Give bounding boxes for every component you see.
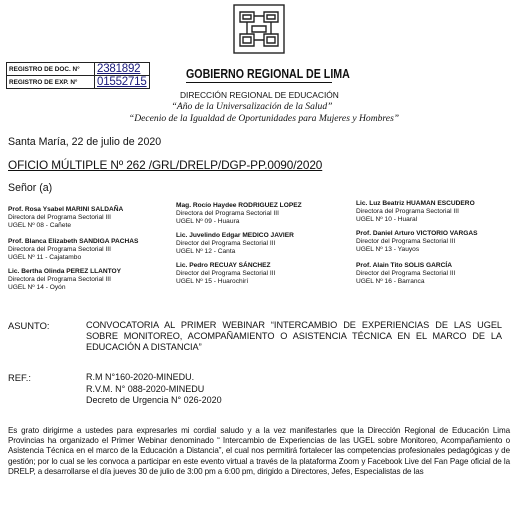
recipient-ugel: UGEL Nº 13 - Yauyos xyxy=(356,246,420,254)
decade-motto: “Decenio de la Igualdad de Oportunidades para Mujeres y Hombres” xyxy=(128,113,400,124)
recipient-ugel: UGEL Nº 08 - Cañete xyxy=(8,222,72,230)
recipient-ugel: UGEL Nº 09 - Huaura xyxy=(176,218,240,226)
recipient-name: Lic. Juvelindo Edgar MEDICO JAVIER xyxy=(176,232,294,239)
recipient-ugel: UGEL Nº 16 - Barranca xyxy=(356,278,425,286)
recipient-role: Directora del Programa Sectorial III xyxy=(8,214,111,222)
registro-exp-label: REGISTRO DE EXP. N° xyxy=(7,76,95,89)
recipient xyxy=(176,262,275,287)
recipient-ugel: UGEL Nº 11 - Cajatambo xyxy=(8,254,82,262)
registro-exp-value: 01552715 xyxy=(97,75,147,88)
registro-doc-row xyxy=(7,63,150,76)
recipient xyxy=(176,202,302,227)
direccion-title: DIRECCIÓN REGIONAL DE EDUCACIÓN xyxy=(180,90,339,100)
year-motto: “Año de la Universalización de la Salud” xyxy=(171,101,333,112)
recipient-role: Director del Programa Sectorial III xyxy=(176,270,276,278)
recipient-name: Prof. Alain Tito SOLIS GARCÍA xyxy=(356,262,452,269)
recipient-name: Prof. Daniel Arturo VICTORIO VARGAS xyxy=(356,230,478,237)
recipient-ugel: UGEL Nº 15 - Huarochirí xyxy=(176,278,249,286)
recipient-name: Prof. Rosa Ysabel MARINI SALDAÑA xyxy=(8,206,124,213)
registro-doc-label: REGISTRO DE DOC. N° xyxy=(7,63,95,76)
registro-exp-row xyxy=(7,76,150,89)
ref-item: Decreto de Urgencia N° 026-2020 xyxy=(86,395,222,405)
ref-label: REF.: xyxy=(8,372,31,383)
recipient xyxy=(356,200,475,225)
salutation: Señor (a) xyxy=(8,182,53,194)
registro-table xyxy=(6,62,150,89)
recipient-role: Director del Programa Sectorial III xyxy=(356,238,456,246)
recipient-name: Lic. Pedro RECUAY SÁNCHEZ xyxy=(176,262,271,269)
gobierno-title: GOBIERNO REGIONAL DE LIMA xyxy=(186,66,350,81)
recipient-name: Lic. Luz Beatriz HUAMAN ESCUDERO xyxy=(356,200,475,207)
recipient xyxy=(356,262,455,287)
document-date: Santa María, 22 de julio de 2020 xyxy=(8,136,162,148)
recipient-role: Directora del Programa Sectorial III xyxy=(356,208,459,216)
asunto-label: ASUNTO: xyxy=(8,320,50,331)
recipient xyxy=(8,238,138,263)
letter-body: Es grato dirigirme a ustedes para expresarles mi cordial saludo y a la vez manifestarles que la Dirección Regional de Educación Lima Provincias ha organizado el Primer Webinar denominado “ Intercambio de Experiencias de las UGEL sobre Monitoreo, Acompañamiento o Asistencia Técnica en el marco de la Educación a Distancia”, el cual nos permitirá fortalecer las competencias profesionales pedagógicas y de gestión; por lo cual se les convoca a participar en este evento virtual a través de la plataforma Zoom y Facebook Live del Fan Page oficial de la DRELP, a desarrollarse el día jueves 30 de julio de 3:00 pm a 6:00 pm, dirigido a Directores, Jefes, Especialistas de las xyxy=(8,426,510,476)
recipient xyxy=(8,206,123,231)
ref-list xyxy=(86,372,222,407)
recipient xyxy=(176,232,294,257)
recipient-ugel: UGEL Nº 10 - Huaral xyxy=(356,216,418,224)
recipient-name: Lic. Bertha Olinda PEREZ LLANTOY xyxy=(8,268,122,275)
recipient-role: Directora del Programa Sectorial III xyxy=(176,210,279,218)
recipient-role: Director del Programa Sectorial III xyxy=(356,270,456,278)
recipient xyxy=(8,268,121,293)
ref-item: R.M N°160-2020-MINEDU. xyxy=(86,372,195,382)
recipient-name: Mag. Rocío Haydee RODRIGUEZ LOPEZ xyxy=(176,202,302,209)
oficio-number: OFICIO MÚLTIPLE Nº 262 /GRL/DRELP/DGP-PP.0090/2020 xyxy=(8,158,323,172)
asunto-text: CONVOCATORIA AL PRIMER WEBINAR “INTERCAMBIO DE EXPERIENCIAS DE LAS UGEL SOBRE MONITOREO, ACOMPAÑAMIENTO O ASISTENCIA TÉCNICA EN EL MARCO DE LA EDUCACIÓN A DISTANCIA” xyxy=(86,320,502,353)
recipient-role: Directora del Programa Sectorial III xyxy=(8,246,111,254)
recipient xyxy=(356,230,478,255)
recipient-role: Director del Programa Sectorial III xyxy=(176,240,276,248)
recipient-ugel: UGEL Nº 14 - Oyón xyxy=(8,284,66,292)
regional-emblem-icon xyxy=(230,2,288,56)
recipient-ugel: UGEL Nº 12 - Canta xyxy=(176,248,236,256)
ref-item: R.V.M. N° 088-2020-MINEDU xyxy=(86,383,205,394)
gobierno-underline xyxy=(186,82,332,83)
recipient-name: Prof. Blanca Elizabeth SANDIGA PACHAS xyxy=(8,238,139,245)
registro-doc-value: 2381892 xyxy=(97,62,141,75)
recipient-role: Directora del Programa Sectorial III xyxy=(8,276,111,284)
